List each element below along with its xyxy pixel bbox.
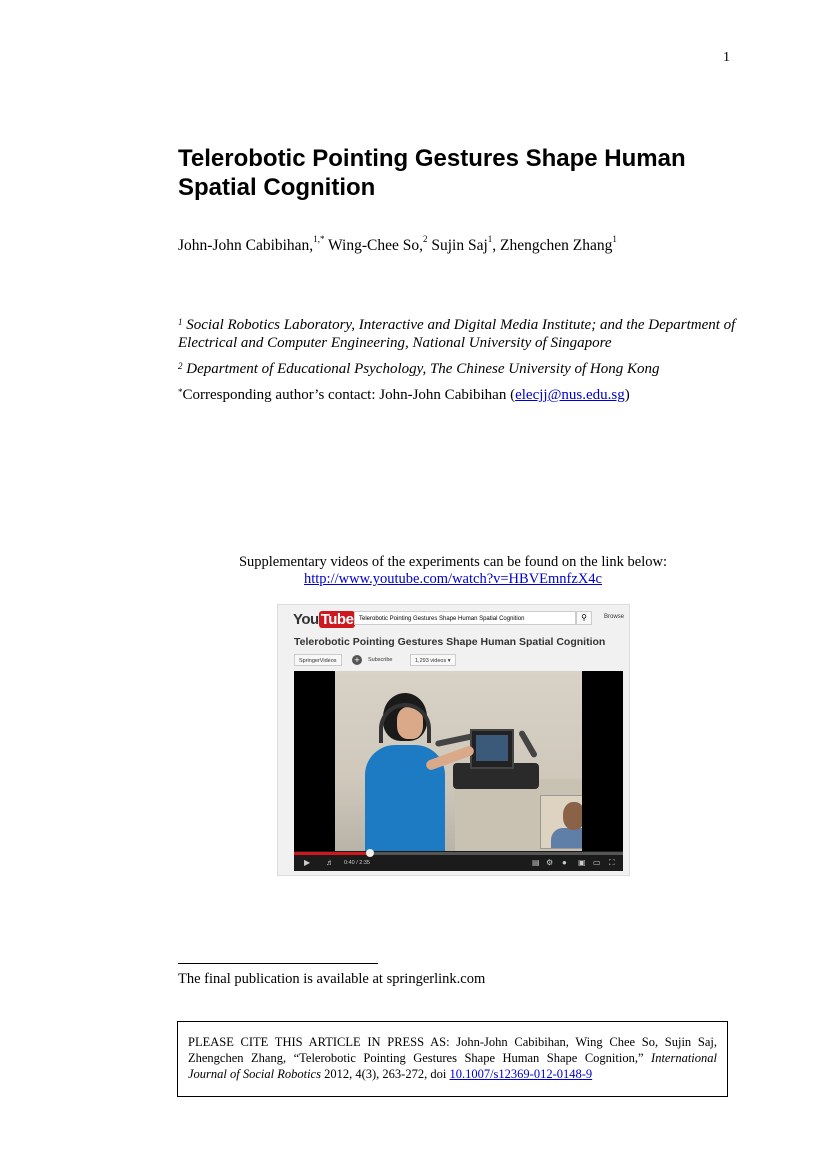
author-sup: 1 — [612, 234, 617, 244]
youtube-progress-fill — [294, 852, 370, 855]
corresponding-author — [178, 386, 738, 404]
citation-box — [177, 1021, 728, 1097]
youtube-search-input: Telerobotic Pointing Gestures Shape Human Spatial Cognition — [354, 611, 576, 625]
youtube-video-count: 1,293 videos ▾ — [410, 654, 456, 666]
youtube-time: 0:40 / 2:35 — [344, 860, 370, 866]
youtube-logo — [293, 611, 355, 628]
supplementary-text: Supplementary videos of the experiments can be found on the link below: — [238, 554, 668, 570]
play-icon: ▶ — [304, 858, 311, 867]
volume-icon: ♬ — [326, 858, 334, 867]
video-frame — [335, 671, 582, 851]
youtube-logo-you: You — [293, 611, 319, 628]
youtube-screenshot — [277, 604, 630, 876]
youtube-subscribe: Subscribe — [368, 657, 393, 663]
author-name: Wing-Chee So, — [324, 237, 423, 254]
doi-link[interactable]: 10.1007/s12369-012-0148-9 — [449, 1067, 593, 1081]
affiliation-sup: 1 — [178, 317, 183, 327]
video-laptop — [470, 729, 514, 769]
paper-title: Telerobotic Pointing Gestures Shape Human Spatial Cognition — [178, 145, 686, 201]
youtube-video-player — [294, 671, 623, 871]
annotations-icon: ● — [562, 858, 567, 867]
video-pip-inset — [540, 795, 582, 849]
footnote-divider — [178, 963, 378, 964]
popout-icon: ▣ — [578, 858, 586, 867]
affiliation-text: Social Robotics Laboratory, Interactive and Digital Media Institute; and the Department of Electrical and Computer Engineering, National University of Singapore — [178, 317, 736, 351]
author-name: , Zhengchen Zhang — [492, 237, 613, 254]
youtube-video-title: Telerobotic Pointing Gestures Shape Human Spatial Cognition — [294, 636, 606, 648]
corresponding-suffix: ) — [624, 387, 630, 403]
affiliation-1 — [178, 316, 738, 352]
affiliation-2 — [178, 360, 738, 378]
youtube-progress-bar — [294, 852, 623, 855]
author-name: Sujin Saj — [427, 237, 488, 254]
citation-journal: International Journal of Social Robotics — [188, 1051, 717, 1081]
author-list — [178, 234, 617, 255]
gear-icon: ⚙ — [546, 858, 554, 867]
video-laptop-screen — [476, 735, 508, 761]
affiliation-sup: 2 — [178, 361, 183, 371]
plus-icon: + — [352, 655, 362, 665]
footnote: The final publication is available at springerlink.com — [178, 971, 486, 987]
author-sup: 1,* — [313, 234, 325, 244]
supplementary-link-wrap — [178, 571, 728, 588]
author-name: John-John Cabibihan, — [178, 237, 314, 254]
page-number: 1 — [723, 50, 730, 65]
supplementary-url-link[interactable]: http://www.youtube.com/watch?v=HBVEmnfzX4c — [304, 571, 602, 587]
author-sup: 2 — [422, 234, 428, 244]
theater-icon: ▭ — [593, 858, 601, 867]
author-sup: 1 — [487, 234, 493, 244]
youtube-logo-tube: Tube — [320, 611, 354, 628]
affiliation-text: Department of Educational Psychology, The Chinese University of Hong Kong — [182, 361, 660, 377]
video-person — [355, 693, 465, 851]
citation-details: 2012, 4(3), 263-272, doi — [320, 1067, 450, 1081]
video-robot-arm — [518, 730, 538, 759]
magnifier-icon: ⚲ — [576, 611, 592, 625]
youtube-channel: SpringerVideos — [294, 654, 342, 666]
corresponding-sup: * — [178, 387, 183, 397]
captions-icon: ▤ — [532, 858, 540, 867]
youtube-browse: Browse — [604, 614, 625, 620]
youtube-progress-knob — [366, 849, 374, 857]
corresponding-prefix: Corresponding author’s contact: John-John Cabibihan ( — [182, 387, 516, 403]
video-pip-body — [551, 828, 582, 849]
fullscreen-icon: ⛶ — [609, 858, 615, 867]
youtube-video-count-text: 1,293 videos — [415, 658, 447, 664]
email-link[interactable]: elecjj@nus.edu.sg — [515, 387, 625, 403]
video-pip-head — [563, 802, 582, 830]
citation-prefix: PLEASE CITE THIS ARTICLE IN PRESS AS: John-John Cabibihan, Wing Chee So, Sujin Saj, Zhengchen Zhang, “Telerobotic Pointing Gestures Shape Human Shape Cognition,” — [188, 1035, 717, 1065]
